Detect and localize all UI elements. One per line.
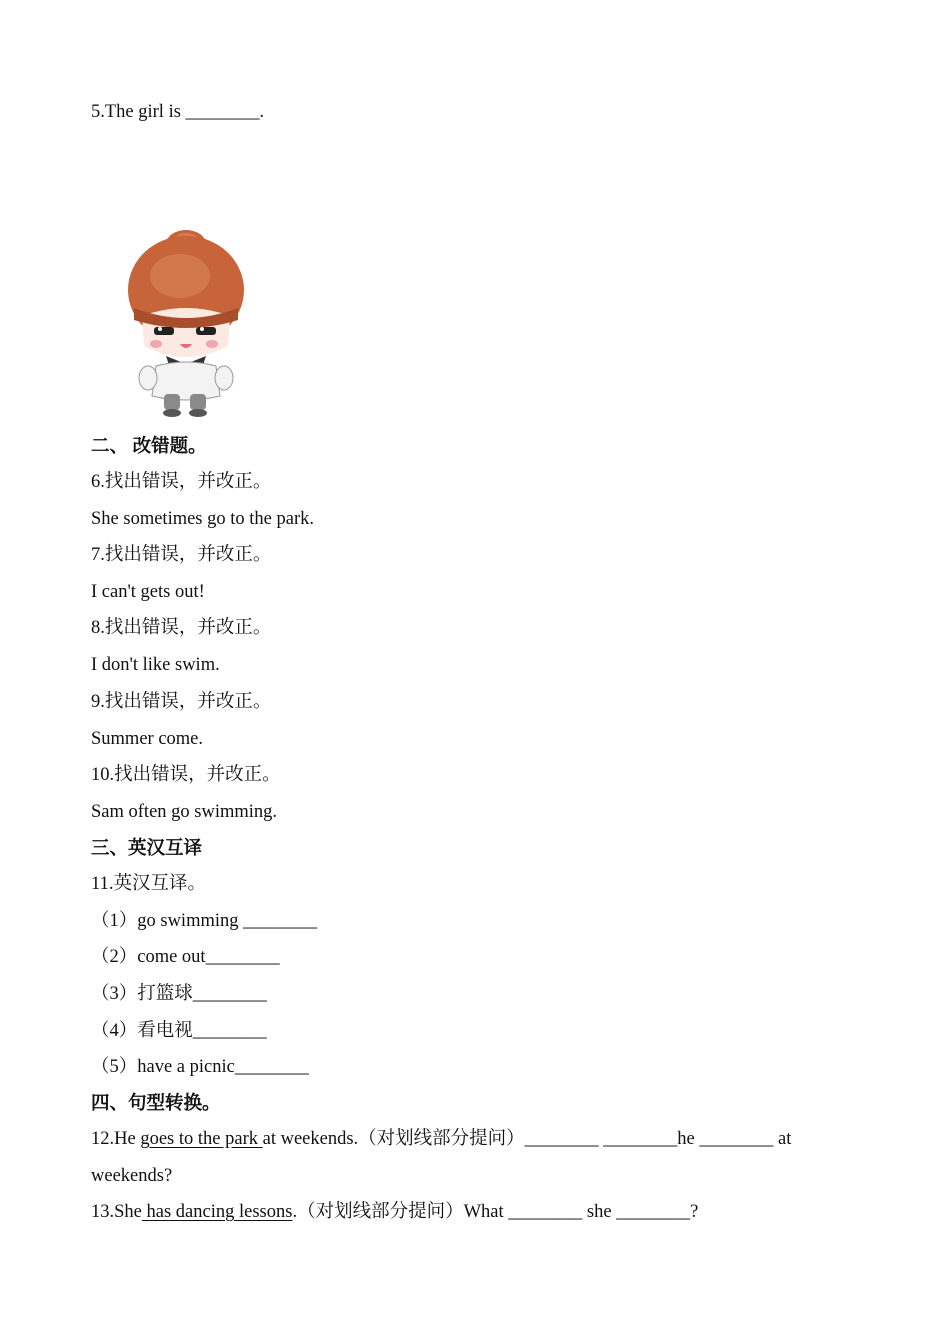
translation-item-5: （5）have a picnic________ <box>91 1057 309 1077</box>
question-12-pre: 12.He <box>91 1129 141 1149</box>
question-11-number: 11. <box>91 874 114 894</box>
question-7-sentence: I can't gets out! <box>91 582 205 602</box>
question-7-prompt: 7.找出错误，并改正。 <box>91 545 272 565</box>
question-11-prompt <box>91 872 206 896</box>
translation-item-1: （1）go swimming ________ <box>91 911 318 931</box>
question-9-prompt: 9.找出错误，并改正。 <box>91 692 272 712</box>
question-8-sentence: I don't like swim. <box>91 655 220 675</box>
translation-item-4: （4）看电视________ <box>91 1021 267 1041</box>
question-12-underlined: goes to the park <box>140 1129 263 1149</box>
translation-item-3: （3）打篮球________ <box>91 984 267 1004</box>
section-3-heading: 三、英汉互译 <box>91 839 203 859</box>
question-10-sentence: Sam often go swimming. <box>91 802 278 822</box>
question-13 <box>91 1200 698 1224</box>
question-8-prompt: 8.找出错误，并改正。 <box>91 618 272 638</box>
question-10-prompt: 10.找出错误，并改正。 <box>91 765 281 785</box>
question-5: 5.The girl is ________. <box>91 102 265 122</box>
section-2-heading: 二、 改错题。 <box>91 437 207 457</box>
question-6-sentence: She sometimes go to the park. <box>91 509 314 529</box>
question-12-line-1 <box>91 1127 791 1151</box>
question-11-text: 英汉互译。 <box>113 874 206 894</box>
question-12-line-2: weekends? <box>91 1166 173 1186</box>
question-9-sentence: Summer come. <box>91 729 204 749</box>
question-6-prompt: 6.找出错误，并改正。 <box>91 472 272 492</box>
girl-cartoon-image <box>120 228 250 418</box>
question-13-post: .（对划线部分提问）What ________ she ________? <box>292 1202 699 1222</box>
question-13-underlined: has dancing lessons <box>141 1202 293 1222</box>
question-13-pre: 13.She <box>91 1202 142 1222</box>
question-12-post: at weekends.（对划线部分提问）________ ________he ________ at <box>262 1129 792 1149</box>
section-4-heading: 四、句型转换。 <box>91 1094 221 1114</box>
translation-item-2: （2）come out________ <box>91 947 280 967</box>
